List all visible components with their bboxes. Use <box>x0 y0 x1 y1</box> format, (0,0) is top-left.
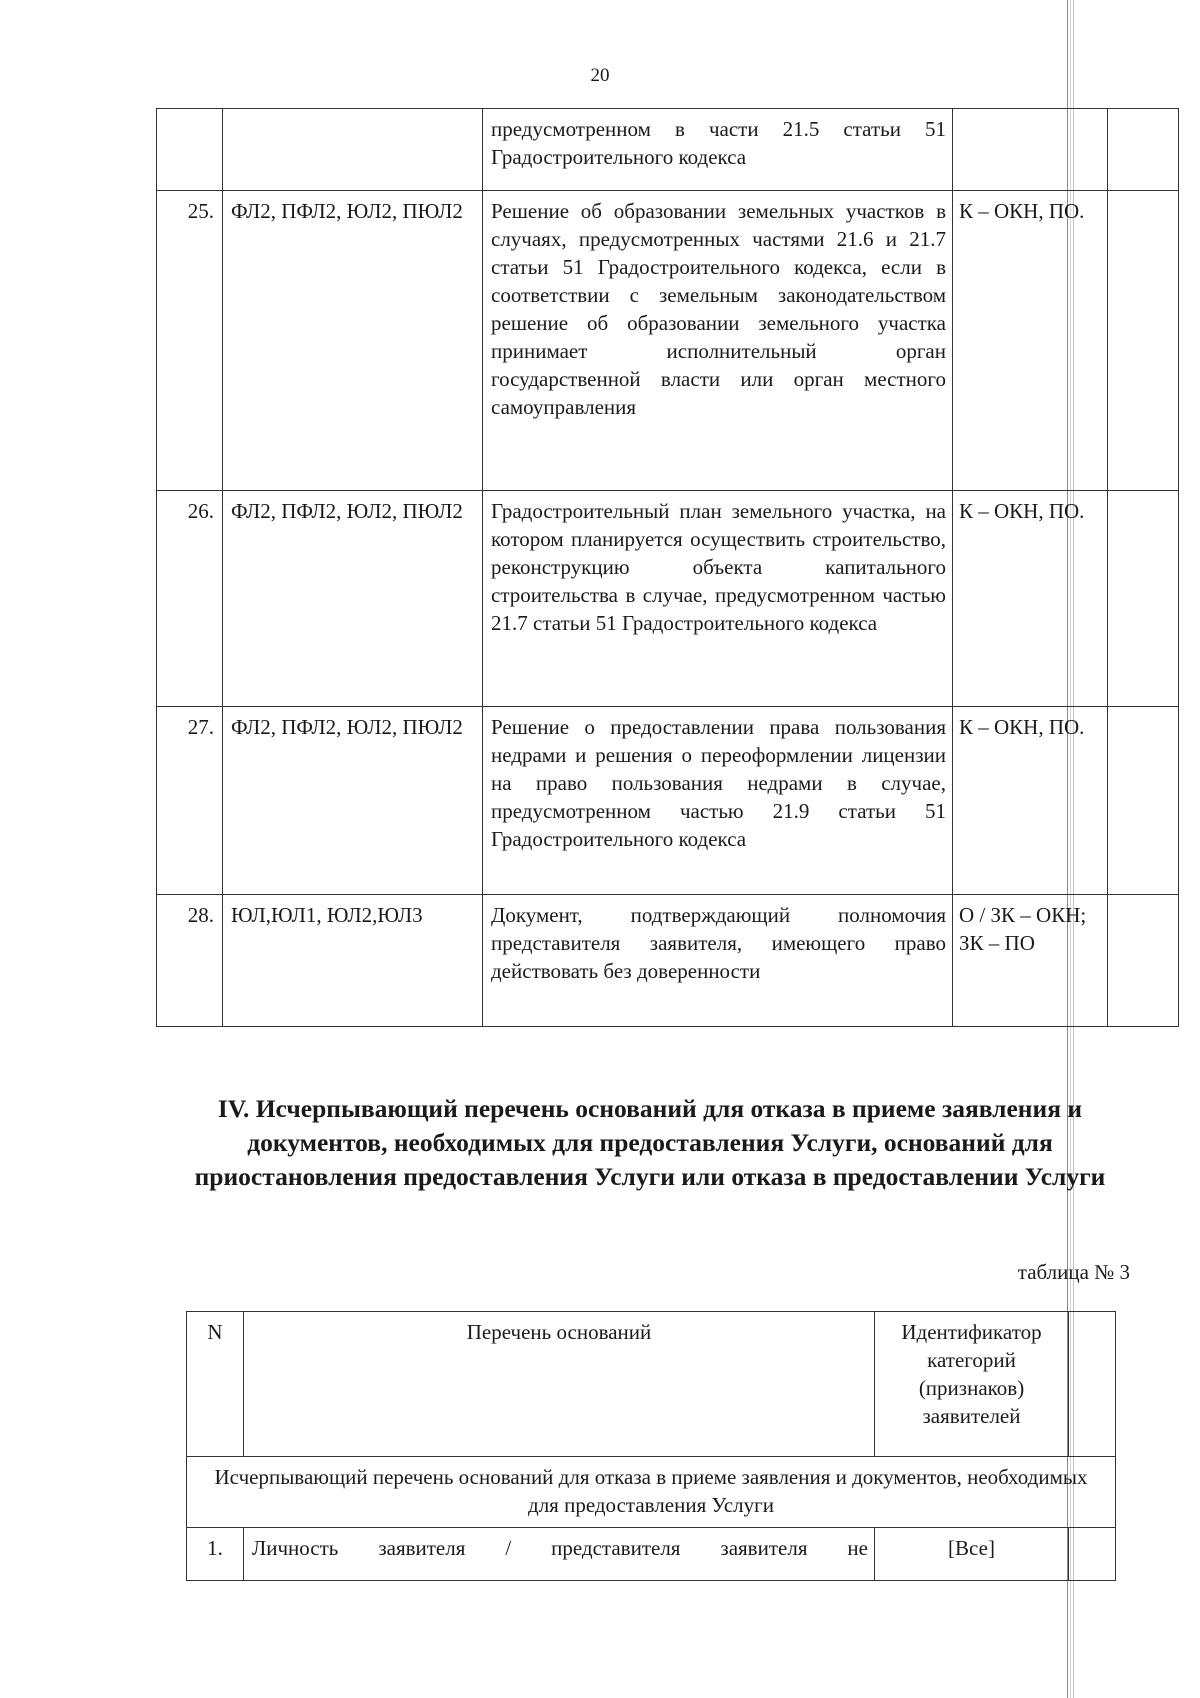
empty-cell <box>1108 109 1179 191</box>
table-header-row <box>187 1312 1116 1457</box>
section-title: IV. Исчерпывающий перечень оснований для отказа в приеме заявления и документов, необходимых для предоставления Услуги, оснований для приостановления предоставления Услуги или отказа в предоставлении Услуги <box>194 1094 1106 1191</box>
table-row <box>157 707 1179 895</box>
document-source: О / ЗК – ОКН; ЗК – ПО <box>953 895 1108 1027</box>
row-number: 26. <box>157 491 223 707</box>
table-row <box>157 109 1179 191</box>
empty-cell <box>1108 191 1179 491</box>
row-number: 28. <box>157 895 223 1027</box>
document-source: К – ОКН, ПО. <box>953 707 1108 895</box>
document-description: Решение об образовании земельных участков в случаях, предусмотренных частями 21.6 и 21.7 статьи 51 Градостроительного кодекса, если в соответствии с земельным законодательством решение об образовании земельного участка принимает исполнительный орган государственной власти или орган местного самоуправления <box>483 191 953 491</box>
page-number: 20 <box>590 65 610 86</box>
document-source: К – ОКН, ПО. <box>953 191 1108 491</box>
header-number: N <box>187 1312 244 1457</box>
document-source: К – ОКН, ПО. <box>953 491 1108 707</box>
row-number <box>157 109 223 191</box>
table-row <box>187 1528 1116 1581</box>
applicant-categories: ФЛ2, ПФЛ2, ЮЛ2, ПЮЛ2 <box>223 191 483 491</box>
empty-cell <box>1108 491 1179 707</box>
applicant-categories: ФЛ2, ПФЛ2, ЮЛ2, ПЮЛ2 <box>223 707 483 895</box>
documents-table <box>156 108 1179 1027</box>
applicant-categories: ФЛ2, ПФЛ2, ЮЛ2, ПЮЛ2 <box>223 491 483 707</box>
table-row <box>157 491 1179 707</box>
document-description: Градостроительный план земельного участка, на котором планируется осуществить строительство, реконструкцию объекта капитального строительства в случае, предусмотренном частью 21.7 статьи 51 Градостроительного кодекса <box>483 491 953 707</box>
applicant-categories <box>223 109 483 191</box>
ground-text: Личность заявителя / представителя заявителя не <box>244 1528 875 1581</box>
document-description: Решение о предоставлении права пользования недрами и решения о переоформлении лицензии на право пользования недрами в случае, предусмотренном частью 21.9 статьи 51 Градостроительного кодекса <box>483 707 953 895</box>
empty-cell <box>1069 1528 1116 1581</box>
row-number: 1. <box>187 1528 244 1581</box>
applicant-categories: ЮЛ,ЮЛ1, ЮЛ2,ЮЛ3 <box>223 895 483 1027</box>
table-row <box>157 895 1179 1027</box>
document-description: Документ, подтверждающий полномочия представителя заявителя, имеющего право действовать без доверенности <box>483 895 953 1027</box>
subheader-text: Исчерпывающий перечень оснований для отказа в приеме заявления и документов, необходимых для предоставления Услуги <box>187 1457 1116 1528</box>
document-description: предусмотренном в части 21.5 статьи 51 Градостроительного кодекса <box>483 109 953 191</box>
table-caption: таблица № 3 <box>1017 1260 1130 1284</box>
document-source <box>953 109 1108 191</box>
row-number: 27. <box>157 707 223 895</box>
table-row <box>157 191 1179 491</box>
header-identifier: Идентификатор категорий (признаков) заявителей <box>875 1312 1069 1457</box>
empty-cell <box>1069 1312 1116 1457</box>
empty-cell <box>1108 707 1179 895</box>
table-subheader-row <box>187 1457 1116 1528</box>
empty-cell <box>1108 895 1179 1027</box>
refusal-grounds-table <box>186 1311 1116 1581</box>
header-grounds-list: Перечень оснований <box>244 1312 875 1457</box>
category-identifier: [Все] <box>875 1528 1069 1581</box>
row-number: 25. <box>157 191 223 491</box>
